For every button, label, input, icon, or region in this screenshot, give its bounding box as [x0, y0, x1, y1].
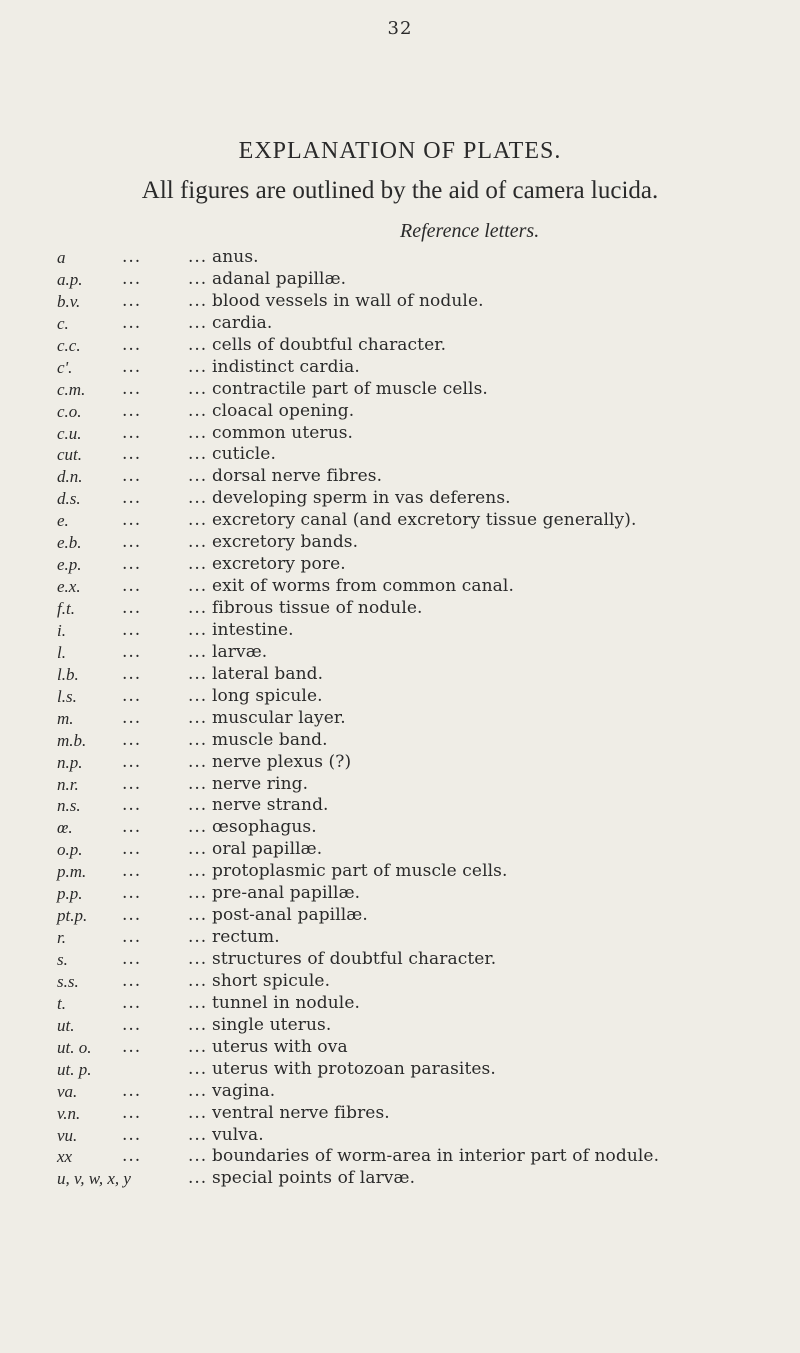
- reference-abbreviation: ut. p.: [57, 1059, 92, 1079]
- leader-dots: ...: [122, 685, 142, 706]
- reference-meaning: rectum.: [212, 927, 280, 948]
- reference-meaning: nerve ring.: [212, 773, 309, 794]
- leader-dots: ...: [122, 488, 142, 509]
- reference-meaning: developing sperm in vas deferens.: [212, 488, 511, 509]
- page-number: 32: [387, 18, 413, 39]
- leader-dots: ...: [188, 1146, 208, 1167]
- reference-meaning: cloacal opening.: [212, 400, 355, 421]
- reference-abbreviation: c.u.: [57, 423, 82, 443]
- leader-dots: ...: [188, 817, 208, 838]
- leader-dots: ...: [122, 1124, 142, 1145]
- leader-dots: ...: [188, 290, 208, 311]
- reference-meaning: muscular layer.: [212, 707, 346, 728]
- reference-meaning: structures of doubtful character.: [212, 949, 497, 969]
- reference-abbreviation: c.c.: [57, 335, 81, 355]
- reference-meaning: adanal papillæ.: [212, 268, 347, 289]
- reference-abbreviation: i.: [57, 620, 66, 640]
- reference-abbreviation: d.n.: [57, 467, 83, 487]
- reference-row: [0, 1146, 800, 1168]
- reference-abbreviation: v.n.: [57, 1103, 81, 1123]
- leader-dots: ...: [122, 817, 142, 838]
- leader-dots: ...: [188, 663, 208, 684]
- reference-abbreviation: t.: [57, 993, 66, 1013]
- reference-list: [0, 247, 800, 1190]
- reference-meaning: cells of doubtful character.: [212, 334, 447, 355]
- reference-row: [0, 795, 800, 817]
- leader-dots: ...: [122, 861, 142, 882]
- reference-meaning: œsophagus.: [212, 817, 317, 838]
- leader-dots: ...: [188, 795, 208, 816]
- leader-dots: ...: [122, 510, 142, 531]
- reference-abbreviation: l.s.: [57, 686, 77, 706]
- leader-dots: ...: [122, 356, 142, 377]
- reference-abbreviation: p.p.: [57, 884, 83, 904]
- reference-meaning: larvæ.: [212, 641, 268, 662]
- reference-abbreviation: cut.: [57, 445, 83, 465]
- leader-dots: ...: [122, 290, 142, 311]
- leader-dots: ...: [188, 312, 208, 333]
- reference-row: [0, 730, 800, 752]
- reference-row: [0, 1037, 800, 1059]
- reference-meaning: protoplasmic part of muscle cells.: [212, 861, 508, 882]
- reference-row: [0, 971, 800, 993]
- reference-meaning: vagina.: [212, 1080, 276, 1101]
- reference-abbreviation: d.s.: [57, 489, 81, 509]
- reference-abbreviation: m.b.: [57, 730, 87, 750]
- reference-abbreviation: e.x.: [57, 577, 81, 597]
- reference-abbreviation: c.m.: [57, 379, 86, 399]
- reference-row: [0, 1081, 800, 1103]
- reference-meaning: uterus with protozoan parasites.: [212, 1058, 496, 1079]
- reference-row: [0, 444, 800, 466]
- leader-dots: ...: [188, 883, 208, 904]
- reference-meaning: tunnel in nodule.: [212, 992, 360, 1013]
- leader-dots: ...: [188, 1102, 208, 1123]
- leader-dots: ...: [188, 1014, 208, 1035]
- reference-meaning: fibrous tissue of nodule.: [212, 598, 423, 618]
- reference-meaning: excretory pore.: [212, 554, 346, 575]
- leader-dots: ...: [188, 685, 208, 706]
- leader-dots: ...: [188, 839, 208, 860]
- reference-meaning: excretory canal (and excretory tissue generally).: [212, 510, 637, 531]
- leader-dots: ...: [188, 334, 208, 355]
- reference-meaning: oral papillæ.: [212, 839, 323, 860]
- reference-row: [0, 1125, 800, 1147]
- reference-meaning: exit of worms from common canal.: [212, 576, 514, 597]
- leader-dots: ...: [122, 554, 142, 575]
- reference-meaning: muscle band.: [212, 729, 328, 750]
- leader-dots: ...: [188, 927, 208, 948]
- leader-dots: ...: [122, 707, 142, 728]
- leader-dots: ...: [122, 641, 142, 662]
- leader-dots: ...: [122, 992, 142, 1013]
- leader-dots: ...: [122, 839, 142, 860]
- page-heading: EXPLANATION OF PLATES.: [238, 138, 562, 164]
- reference-meaning: anus.: [212, 247, 259, 267]
- reference-abbreviation: l.: [57, 642, 66, 662]
- reference-row: [0, 949, 800, 971]
- leader-dots: ...: [188, 488, 208, 509]
- reference-row: [0, 752, 800, 774]
- reference-row: [0, 839, 800, 861]
- reference-meaning: vulva.: [212, 1124, 264, 1145]
- reference-row: [0, 313, 800, 335]
- reference-abbreviation: ut.: [57, 1015, 75, 1035]
- reference-abbreviation: r.: [57, 928, 66, 948]
- leader-dots: ...: [188, 422, 208, 443]
- leader-dots: ...: [122, 619, 142, 640]
- reference-meaning: common uterus.: [212, 422, 354, 443]
- reference-meaning: boundaries of worm-area in interior part of nodule.: [212, 1146, 660, 1167]
- leader-dots: ...: [188, 400, 208, 421]
- leader-dots: ...: [122, 532, 142, 553]
- reference-row: [0, 664, 800, 686]
- reference-meaning: ventral nerve fibres.: [212, 1102, 390, 1123]
- reference-meaning: uterus with ova: [212, 1036, 348, 1057]
- leader-dots: ...: [188, 861, 208, 882]
- leader-dots: ...: [188, 1080, 208, 1101]
- reference-meaning: long spicule.: [212, 685, 323, 706]
- reference-meaning: cardia.: [212, 312, 273, 333]
- reference-meaning: pre-anal papillæ.: [212, 883, 361, 904]
- leader-dots: ...: [122, 905, 142, 926]
- reference-meaning: excretory bands.: [212, 532, 359, 553]
- leader-dots: ...: [188, 619, 208, 640]
- reference-row: [0, 620, 800, 642]
- reference-row: [0, 554, 800, 576]
- leader-dots: ...: [122, 444, 142, 465]
- leader-dots: ...: [188, 707, 208, 728]
- reference-abbreviation: f.t.: [57, 599, 75, 618]
- reference-meaning: nerve strand.: [212, 795, 329, 816]
- reference-meaning: lateral band.: [212, 663, 324, 684]
- leader-dots: ...: [122, 773, 142, 794]
- leader-dots: ...: [188, 510, 208, 531]
- reference-abbreviation: s.: [57, 950, 68, 969]
- reference-row: [0, 883, 800, 905]
- reference-meaning: blood vessels in wall of nodule.: [212, 290, 484, 311]
- leader-dots: ...: [188, 773, 208, 794]
- reference-abbreviation: p.m.: [57, 862, 87, 882]
- reference-row: [0, 1168, 800, 1190]
- reference-abbreviation: xx: [57, 1147, 73, 1167]
- leader-dots: ...: [188, 356, 208, 377]
- reference-abbreviation: l.b.: [57, 664, 79, 684]
- reference-abbreviation: u, v, w, x, y: [57, 1169, 131, 1189]
- leader-dots: ...: [122, 949, 142, 969]
- reference-row: [0, 401, 800, 423]
- reference-meaning: intestine.: [212, 619, 294, 640]
- reference-row: [0, 357, 800, 379]
- leader-dots: ...: [122, 312, 142, 333]
- leader-dots: ...: [122, 751, 142, 772]
- page-subheading: All figures are outlined by the aid of camera lucida.: [141, 177, 659, 204]
- leader-dots: ...: [188, 905, 208, 926]
- reference-row: [0, 927, 800, 949]
- reference-abbreviation: o.p.: [57, 840, 83, 860]
- leader-dots: ...: [188, 598, 208, 618]
- leader-dots: ...: [188, 729, 208, 750]
- leader-dots: ...: [122, 970, 142, 991]
- reference-row: [0, 247, 800, 269]
- reference-abbreviation: a: [57, 248, 66, 267]
- leader-dots: ...: [122, 1036, 142, 1057]
- leader-dots: ...: [188, 949, 208, 969]
- reference-row: [0, 423, 800, 445]
- leader-dots: ...: [122, 247, 142, 267]
- reference-meaning: short spicule.: [212, 970, 331, 991]
- reference-meaning: indistinct cardia.: [212, 356, 360, 377]
- leader-dots: ...: [122, 268, 142, 289]
- reference-abbreviation: c.o.: [57, 401, 82, 421]
- leader-dots: ...: [188, 1036, 208, 1057]
- reference-abbreviation: a.p.: [57, 269, 83, 289]
- reference-row: [0, 1015, 800, 1037]
- leader-dots: ...: [188, 554, 208, 575]
- leader-dots: ...: [122, 1146, 142, 1167]
- reference-row: [0, 598, 800, 620]
- reference-row: [0, 269, 800, 291]
- reference-row: [0, 510, 800, 532]
- reference-row: [0, 708, 800, 730]
- reference-abbreviation: c'.: [57, 357, 73, 377]
- reference-row: [0, 466, 800, 488]
- reference-meaning: dorsal nerve fibres.: [212, 466, 383, 487]
- leader-dots: ...: [188, 1124, 208, 1145]
- leader-dots: ...: [122, 1014, 142, 1035]
- reference-meaning: nerve plexus (?): [212, 751, 352, 772]
- reference-row: [0, 576, 800, 598]
- leader-dots: ...: [188, 751, 208, 772]
- reference-row: [0, 861, 800, 883]
- leader-dots: ...: [188, 444, 208, 465]
- reference-abbreviation: e.p.: [57, 555, 82, 575]
- leader-dots: ...: [188, 641, 208, 662]
- leader-dots: ...: [188, 992, 208, 1013]
- reference-meaning: contractile part of muscle cells.: [212, 378, 488, 399]
- reference-abbreviation: e.b.: [57, 533, 82, 553]
- reference-row: [0, 532, 800, 554]
- reference-row: [0, 642, 800, 664]
- reference-abbreviation: œ.: [57, 818, 73, 838]
- reference-row: [0, 817, 800, 839]
- reference-abbreviation: c.: [57, 313, 69, 333]
- reference-abbreviation: pt.p.: [57, 906, 88, 926]
- leader-dots: ...: [188, 268, 208, 289]
- leader-dots: ...: [122, 422, 142, 443]
- reference-abbreviation: ut. o.: [57, 1037, 92, 1057]
- reference-abbreviation: n.r.: [57, 774, 79, 794]
- leader-dots: ...: [122, 795, 142, 816]
- reference-row: [0, 488, 800, 510]
- reference-abbreviation: s.s.: [57, 971, 79, 991]
- leader-dots: ...: [188, 532, 208, 553]
- leader-dots: ...: [122, 466, 142, 487]
- leader-dots: ...: [122, 883, 142, 904]
- leader-dots: ...: [122, 334, 142, 355]
- reference-row: [0, 1059, 800, 1081]
- leader-dots: ...: [122, 400, 142, 421]
- reference-abbreviation: n.p.: [57, 752, 83, 772]
- reference-abbreviation: b.v.: [57, 291, 81, 311]
- leader-dots: ...: [122, 378, 142, 399]
- reference-row: [0, 291, 800, 313]
- reference-meaning: special points of larvæ.: [212, 1168, 416, 1189]
- leader-dots: ...: [122, 927, 142, 948]
- leader-dots: ...: [122, 598, 142, 618]
- reference-meaning: post-anal papillæ.: [212, 905, 368, 926]
- reference-row: [0, 774, 800, 796]
- reference-meaning: single uterus.: [212, 1014, 332, 1035]
- leader-dots: ...: [188, 1168, 208, 1189]
- leader-dots: ...: [188, 1058, 208, 1079]
- reference-abbreviation: e.: [57, 511, 69, 531]
- reference-row: [0, 993, 800, 1015]
- leader-dots: ...: [122, 1080, 142, 1101]
- reference-row: [0, 905, 800, 927]
- reference-row: [0, 379, 800, 401]
- reference-abbreviation: n.s.: [57, 796, 81, 816]
- reference-row: [0, 335, 800, 357]
- reference-abbreviation: va.: [57, 1081, 78, 1101]
- reference-abbreviation: m.: [57, 708, 74, 728]
- section-title: Reference letters.: [400, 220, 540, 242]
- reference-meaning: cuticle.: [212, 444, 276, 465]
- leader-dots: ...: [188, 970, 208, 991]
- reference-row: [0, 1103, 800, 1125]
- leader-dots: ...: [122, 663, 142, 684]
- leader-dots: ...: [188, 576, 208, 597]
- leader-dots: ...: [188, 378, 208, 399]
- leader-dots: ...: [122, 1102, 142, 1123]
- leader-dots: ...: [188, 247, 208, 267]
- leader-dots: ...: [122, 729, 142, 750]
- leader-dots: ...: [122, 576, 142, 597]
- reference-abbreviation: vu.: [57, 1125, 78, 1145]
- leader-dots: ...: [188, 466, 208, 487]
- reference-row: [0, 686, 800, 708]
